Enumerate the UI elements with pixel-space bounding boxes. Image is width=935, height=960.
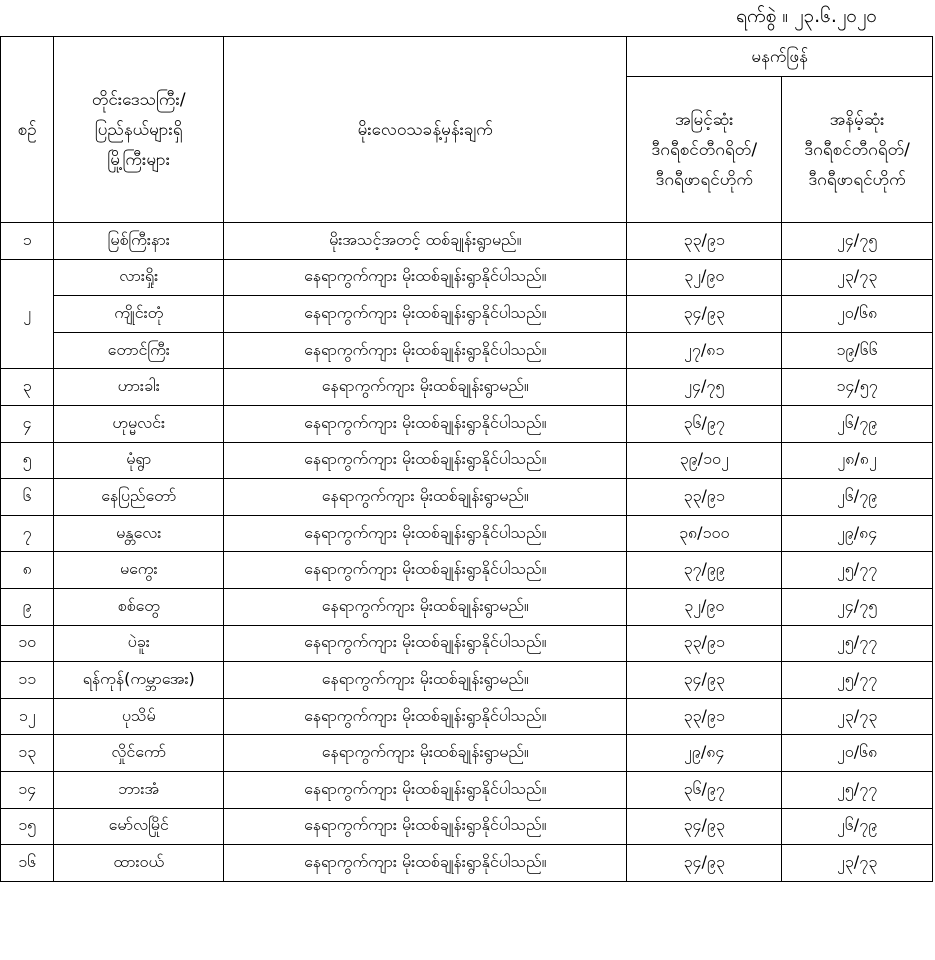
row-min-temp: ၁၄/၅၇ [782, 369, 933, 406]
row-forecast: နေရာကွက်ကျား မိုးထစ်ချုန်းရွာနိုင်ပါသည်။ [224, 698, 627, 735]
row-forecast: နေရာကွက်ကျား မိုးထစ်ချုန်းရွာနိုင်ပါသည်။ [224, 442, 627, 479]
row-city: မကွေး [54, 552, 224, 589]
row-max-temp: ၃၃/၉၁ [627, 479, 782, 516]
row-no: ၃ [1, 369, 54, 406]
row-min-temp: ၂၄/၇၅ [782, 588, 933, 625]
row-city: စစ်တွေ [54, 588, 224, 625]
row-max-temp: ၂၇/၈၁ [627, 332, 782, 369]
row-min-temp: ၂၃/၇၃ [782, 698, 933, 735]
row-no: ၈ [1, 552, 54, 589]
table-row [1, 442, 933, 479]
row-city: ထားဝယ် [54, 845, 224, 882]
header-min-line: အနိမ့်ဆုံး [829, 109, 885, 130]
row-forecast: မိုးအသင့်အတင့် ထစ်ချုန်းရွာမည်။ [224, 223, 627, 260]
row-min-temp: ၂၅/၇၇ [782, 552, 933, 589]
row-min-temp: ၁၉/၆၆ [782, 332, 933, 369]
header-city-line: ပြည်နယ်များရှိ [94, 119, 183, 140]
row-max-temp: ၃၄/၉၃ [627, 662, 782, 699]
row-city: မြစ်ကြီးနား [54, 223, 224, 260]
table-row [1, 369, 933, 406]
header-min [782, 77, 933, 223]
row-forecast: နေရာကွက်ကျား မိုးထစ်ချုန်းရွာနိုင်ပါသည်။ [224, 808, 627, 845]
row-forecast: နေရာကွက်ကျား မိုးထစ်ချုန်းရွာမည်။ [224, 588, 627, 625]
row-forecast: နေရာကွက်ကျား မိုးထစ်ချုန်းရွာမည်။ [224, 479, 627, 516]
row-max-temp: ၂၉/၈၄ [627, 735, 782, 772]
row-forecast: နေရာကွက်ကျား မိုးထစ်ချုန်းရွာနိုင်ပါသည်။ [224, 552, 627, 589]
table-row [1, 405, 933, 442]
row-no: ၁၁ [1, 662, 54, 699]
row-no: ၁၅ [1, 808, 54, 845]
forecast-table [0, 36, 933, 882]
row-max-temp: ၃၄/၉၃ [627, 808, 782, 845]
header-max-line: ဒီဂရီဖာရင်ဟိုက် [655, 169, 753, 190]
row-forecast: နေရာကွက်ကျား မိုးထစ်ချုန်းရွာနိုင်ပါသည်။ [224, 332, 627, 369]
table-row [1, 332, 933, 369]
row-city: ပဲခူး [54, 625, 224, 662]
header-max-line: အမြင့်ဆုံး [675, 109, 734, 130]
table-row [1, 662, 933, 699]
row-min-temp: ၂၆/၇၉ [782, 405, 933, 442]
row-no: ၂ [1, 259, 54, 369]
row-min-temp: ၂၀/၆၈ [782, 296, 933, 333]
row-forecast: နေရာကွက်ကျား မိုးထစ်ချုန်းရွာနိုင်ပါသည်။ [224, 259, 627, 296]
row-forecast: နေရာကွက်ကျား မိုးထစ်ချုန်းရွာနိုင်ပါသည်။ [224, 296, 627, 333]
row-city: လှိုင်ကော် [54, 735, 224, 772]
row-max-temp: ၃၉/၁၀၂ [627, 442, 782, 479]
row-no: ၁ [1, 223, 54, 260]
row-max-temp: ၃၃/၉၁ [627, 223, 782, 260]
header-tomorrow: မနက်ဖြန် [627, 37, 933, 77]
table-row [1, 845, 933, 882]
row-min-temp: ၂၉/၈၄ [782, 515, 933, 552]
row-max-temp: ၃၃/၉၁ [627, 698, 782, 735]
row-no: ၁၆ [1, 845, 54, 882]
row-no: ၆ [1, 479, 54, 516]
row-city: ကျိုင်းတုံ [54, 296, 224, 333]
row-min-temp: ၂၆/၇၉ [782, 808, 933, 845]
row-max-temp: ၃၄/၉၃ [627, 845, 782, 882]
row-city: ပုသိမ် [54, 698, 224, 735]
table-row [1, 625, 933, 662]
row-max-temp: ၃၇/၉၉ [627, 552, 782, 589]
row-no: ၅ [1, 442, 54, 479]
table-row [1, 479, 933, 516]
row-forecast: နေရာကွက်ကျား မိုးထစ်ချုန်းရွာနိုင်ပါသည်။ [224, 625, 627, 662]
row-forecast: နေရာကွက်ကျား မိုးထစ်ချုန်းရွာနိုင်ပါသည်။ [224, 515, 627, 552]
table-row [1, 808, 933, 845]
row-max-temp: ၃၆/၉၇ [627, 771, 782, 808]
row-max-temp: ၃၈/၁၀၀ [627, 515, 782, 552]
table-row [1, 552, 933, 589]
row-min-temp: ၂၃/၇၃ [782, 259, 933, 296]
row-no: ၉ [1, 588, 54, 625]
header-forecast: မိုးလေဝသခန့်မှန်းချက် [224, 37, 627, 223]
row-city: ဘားအံ [54, 771, 224, 808]
row-city: လားရှိုး [54, 259, 224, 296]
table-row [1, 771, 933, 808]
report-date: ရက်စွဲ ။ ၂၃.၆.၂၀၂၀ [736, 5, 877, 27]
row-min-temp: ၂၄/၇၅ [782, 223, 933, 260]
row-min-temp: ၂၆/၇၉ [782, 479, 933, 516]
row-no: ၇ [1, 515, 54, 552]
row-forecast: နေရာကွက်ကျား မိုးထစ်ချုန်းရွာနိုင်ပါသည်။ [224, 771, 627, 808]
table-row [1, 515, 933, 552]
row-no: ၁၄ [1, 771, 54, 808]
row-max-temp: ၃၆/၉၇ [627, 405, 782, 442]
row-city: မန္တလေး [54, 515, 224, 552]
header-city [54, 37, 224, 223]
row-city: မုံရွာ [54, 442, 224, 479]
row-forecast: နေရာကွက်ကျား မိုးထစ်ချုန်းရွာမည်။ [224, 735, 627, 772]
table-row [1, 223, 933, 260]
row-max-temp: ၃၂/၉၀ [627, 259, 782, 296]
row-no: ၄ [1, 405, 54, 442]
row-max-temp: ၃၃/၉၁ [627, 625, 782, 662]
row-max-temp: ၃၂/၉၀ [627, 588, 782, 625]
row-min-temp: ၂၀/၆၈ [782, 735, 933, 772]
row-no: ၁၃ [1, 735, 54, 772]
table-row [1, 259, 933, 296]
table-row [1, 588, 933, 625]
row-no: ၁၀ [1, 625, 54, 662]
row-no: ၁၂ [1, 698, 54, 735]
header-city-line: မြို့ကြီးများ [107, 149, 171, 170]
row-max-temp: ၂၄/၇၅ [627, 369, 782, 406]
row-min-temp: ၂၅/၇၇ [782, 625, 933, 662]
row-forecast: နေရာကွက်ကျား မိုးထစ်ချုန်းရွာနိုင်ပါသည်။ [224, 845, 627, 882]
header-max-line: ဒီဂရီစင်တီဂရိတ်/ [651, 139, 758, 160]
row-max-temp: ၃၄/၉၃ [627, 296, 782, 333]
row-city: ဟုမ္မလင်း [54, 405, 224, 442]
row-min-temp: ၂၈/၈၂ [782, 442, 933, 479]
table-row [1, 698, 933, 735]
header-min-line: ဒီဂရီဖာရင်ဟိုက် [808, 169, 906, 190]
header-min-line: ဒီဂရီစင်တီဂရိတ်/ [804, 139, 910, 160]
row-min-temp: ၂၃/၇၃ [782, 845, 933, 882]
row-forecast: နေရာကွက်ကျား မိုးထစ်ချုန်းရွာနိုင်ပါသည်။ [224, 405, 627, 442]
row-city: နေပြည်တော် [54, 479, 224, 516]
row-forecast: နေရာကွက်ကျား မိုးထစ်ချုန်းရွာမည်။ [224, 369, 627, 406]
row-city: ဟားခါး [54, 369, 224, 406]
row-city: ရန်ကုန်(ကမ္ဘာအေး) [54, 662, 224, 699]
header-city-line: တိုင်းဒေသကြီး/ [91, 89, 186, 110]
row-forecast: နေရာကွက်ကျား မိုးထစ်ချုန်းရွာမည်။ [224, 662, 627, 699]
table-row [1, 735, 933, 772]
header-max [627, 77, 782, 223]
header-no: စဉ် [1, 37, 54, 223]
row-city: မော်လမြိုင် [54, 808, 224, 845]
row-city: တောင်ကြီး [54, 332, 224, 369]
row-min-temp: ၂၅/၇၇ [782, 662, 933, 699]
row-min-temp: ၂၅/၇၇ [782, 771, 933, 808]
table-row [1, 296, 933, 333]
